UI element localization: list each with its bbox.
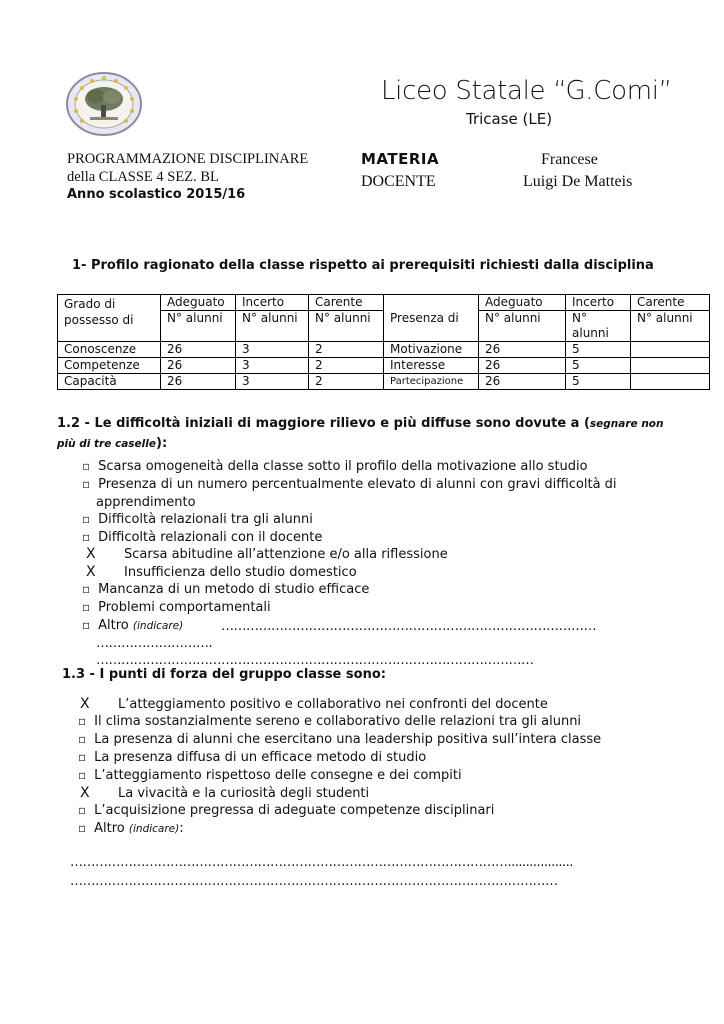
school-name: Liceo Statale “G.Comi” xyxy=(381,76,672,106)
cell-value: 5 xyxy=(566,342,631,358)
cell-value xyxy=(631,358,710,374)
difficulty-item[interactable] xyxy=(82,512,313,527)
cell-value: 2 xyxy=(309,342,384,358)
altro-fill-line[interactable]: …………………………………………………………………………………………….................. xyxy=(70,855,573,870)
checkbox-icon[interactable]: ▫ xyxy=(82,512,91,526)
checked-mark[interactable]: X xyxy=(80,696,90,712)
strength-item[interactable] xyxy=(78,803,494,818)
checkbox-icon[interactable]: ▫ xyxy=(82,618,91,632)
section-1-2-title xyxy=(57,414,677,454)
difficulty-text: Difficoltà relazionali con il docente xyxy=(98,530,323,545)
altro-text: Altro xyxy=(98,618,129,633)
table-row xyxy=(58,342,710,358)
strength-text: La presenza di alunni che esercitano una leadership positiva sull’intera classe xyxy=(94,732,602,747)
strength-text: La presenza diffusa di un efficace metodo di studio xyxy=(94,750,427,765)
strength-text: Il clima sostanzialmente sereno e collaborativo delle relazioni tra gli alunni xyxy=(94,714,582,729)
cell-value: 26 xyxy=(479,374,566,390)
difficulty-text: Difficoltà relazionali tra gli alunni xyxy=(98,512,313,527)
header-carente-2: Carente xyxy=(631,295,710,311)
checkbox-icon[interactable]: ▫ xyxy=(82,600,91,614)
difficulty-item-checked[interactable] xyxy=(86,564,357,580)
strength-item[interactable] xyxy=(78,750,426,765)
difficulty-text: Insufficienza dello studio domestico xyxy=(124,565,357,580)
difficulty-item-altro[interactable] xyxy=(82,618,183,633)
difficulty-item[interactable] xyxy=(82,459,588,474)
difficulty-item[interactable] xyxy=(82,530,322,545)
cell-value: 5 xyxy=(566,374,631,390)
cell-value: 3 xyxy=(236,342,309,358)
strength-item[interactable] xyxy=(78,732,601,747)
strength-item[interactable] xyxy=(78,714,581,729)
strength-item[interactable] xyxy=(78,768,462,783)
row-label-right: Motivazione xyxy=(384,342,479,358)
checked-mark[interactable]: X xyxy=(86,546,96,562)
difficulty-text: Presenza di un numero percentualmente elevato di alunni con gravi difficoltà di xyxy=(98,477,617,492)
subheader-n-alunni: N° alunni xyxy=(236,311,309,342)
school-emblem-icon xyxy=(66,72,142,136)
checked-mark[interactable]: X xyxy=(80,785,90,801)
school-city: Tricase (LE) xyxy=(466,110,553,128)
strength-text: L’acquisizione pregressa di adeguate competenze disciplinari xyxy=(94,803,495,818)
cell-value: 26 xyxy=(161,342,236,358)
strength-text: L’atteggiamento rispettoso delle consegne e dei compiti xyxy=(94,768,462,783)
section-1-2-title-text: 1.2 - Le difficoltà iniziali di maggiore rilievo e più diffuse sono dovute a ( xyxy=(57,416,590,431)
difficulty-text-continued: apprendimento xyxy=(96,495,196,510)
altro-fill-line[interactable]: ………………………. xyxy=(96,636,213,651)
checkbox-icon[interactable]: ▫ xyxy=(82,459,91,473)
cell-value: 2 xyxy=(309,374,384,390)
difficulty-text: Mancanza di un metodo di studio efficace xyxy=(98,582,370,597)
subheader-n-alunni: N° alunni xyxy=(566,311,631,342)
checkbox-icon[interactable]: ▫ xyxy=(82,477,91,491)
altro-fill-line[interactable]: ……………………………………………………………………………………………………… xyxy=(70,874,558,889)
materia-label: MATERIA xyxy=(361,150,440,168)
checkbox-icon[interactable]: ▫ xyxy=(78,803,87,817)
cell-value: 3 xyxy=(236,358,309,374)
cell-value: 26 xyxy=(161,358,236,374)
checkbox-icon[interactable]: ▫ xyxy=(78,732,87,746)
cell-value xyxy=(631,342,710,358)
row-label-right: Partecipazione xyxy=(384,374,479,390)
subheader-n-alunni: N° alunni xyxy=(479,311,566,342)
altro-hint: (indicare) xyxy=(128,823,180,835)
difficulty-text: Scarsa omogeneità della classe sotto il profilo della motivazione allo studio xyxy=(98,459,588,474)
header-incerto-2: Incerto xyxy=(566,295,631,311)
presenza-label: Presenza di xyxy=(384,295,479,342)
cell-value: 5 xyxy=(566,358,631,374)
header-incerto: Incerto xyxy=(236,295,309,311)
checkbox-icon[interactable]: ▫ xyxy=(82,582,91,596)
subheader-n-alunni: N° alunni xyxy=(161,311,236,342)
row-label: Conoscenze xyxy=(58,342,161,358)
materia-value: Francese xyxy=(541,151,598,168)
school-year: Anno scolastico 2015/16 xyxy=(67,187,246,202)
checkbox-icon[interactable]: ▫ xyxy=(78,821,87,835)
section-1-title: 1- Profilo ragionato della classe rispetto ai prerequisiti richiesti dalla disciplina xyxy=(72,258,654,273)
difficulty-text: Problemi comportamentali xyxy=(98,600,271,615)
row-label: Competenze xyxy=(58,358,161,374)
altro-hint: (indicare) xyxy=(132,620,184,632)
section-1-2-note: segnare non più di tre caselle xyxy=(57,418,664,450)
checked-mark[interactable]: X xyxy=(86,564,96,580)
grado-label: Grado di possesso di xyxy=(58,295,161,342)
cell-value: 26 xyxy=(161,374,236,390)
altro-colon: : xyxy=(179,821,184,836)
subheader-n-alunni: N° alunni xyxy=(631,311,710,342)
cell-value: 26 xyxy=(479,342,566,358)
table-row xyxy=(58,374,710,390)
checkbox-icon[interactable]: ▫ xyxy=(78,768,87,782)
header-carente: Carente xyxy=(309,295,384,311)
cell-value: 2 xyxy=(309,358,384,374)
row-label: Capacità xyxy=(58,374,161,390)
class-section: della CLASSE 4 SEZ. BL xyxy=(67,169,219,185)
checkbox-icon[interactable]: ▫ xyxy=(78,714,87,728)
programmazione-title: PROGRAMMAZIONE DISCIPLINARE xyxy=(67,151,309,167)
strength-text: La vivacità e la curiosità degli studenti xyxy=(118,786,370,801)
section-1-2-close: ): xyxy=(156,436,168,451)
strength-text: L’atteggiamento positivo e collaborativo nei confronti del docente xyxy=(118,697,548,712)
section-1-3-title: 1.3 - I punti di forza del gruppo classe sono: xyxy=(62,667,386,682)
header-adeguato-2: Adeguato xyxy=(479,295,566,311)
table-row xyxy=(58,358,710,374)
difficulty-item[interactable] xyxy=(82,477,617,492)
cell-value: 3 xyxy=(236,374,309,390)
row-label-right: Interesse xyxy=(384,358,479,374)
docente-label: DOCENTE xyxy=(361,173,436,190)
checkbox-icon[interactable]: ▫ xyxy=(78,750,87,764)
checkbox-icon[interactable]: ▫ xyxy=(82,530,91,544)
strength-item-altro[interactable] xyxy=(78,821,184,836)
difficulty-item[interactable] xyxy=(82,600,271,615)
strength-item-checked[interactable] xyxy=(80,785,369,801)
difficulty-item-checked[interactable] xyxy=(86,546,448,562)
table-header-row xyxy=(58,295,710,311)
cell-value xyxy=(631,374,710,390)
profile-table xyxy=(57,294,710,390)
subheader-n-alunni: N° alunni xyxy=(309,311,384,342)
strength-item-checked[interactable] xyxy=(80,696,548,712)
altro-fill-line[interactable]: ……………………………………………………………………………… xyxy=(221,619,596,634)
cell-value: 26 xyxy=(479,358,566,374)
altro-text: Altro xyxy=(94,821,125,836)
docente-value: Luigi De Matteis xyxy=(523,173,633,190)
difficulty-text: Scarsa abitudine all’attenzione e/o alla riflessione xyxy=(124,547,448,562)
altro-fill-line[interactable]: …………………………………………………………………………………………… xyxy=(96,653,534,668)
difficulty-item[interactable] xyxy=(82,582,369,597)
header-adeguato: Adeguato xyxy=(161,295,236,311)
